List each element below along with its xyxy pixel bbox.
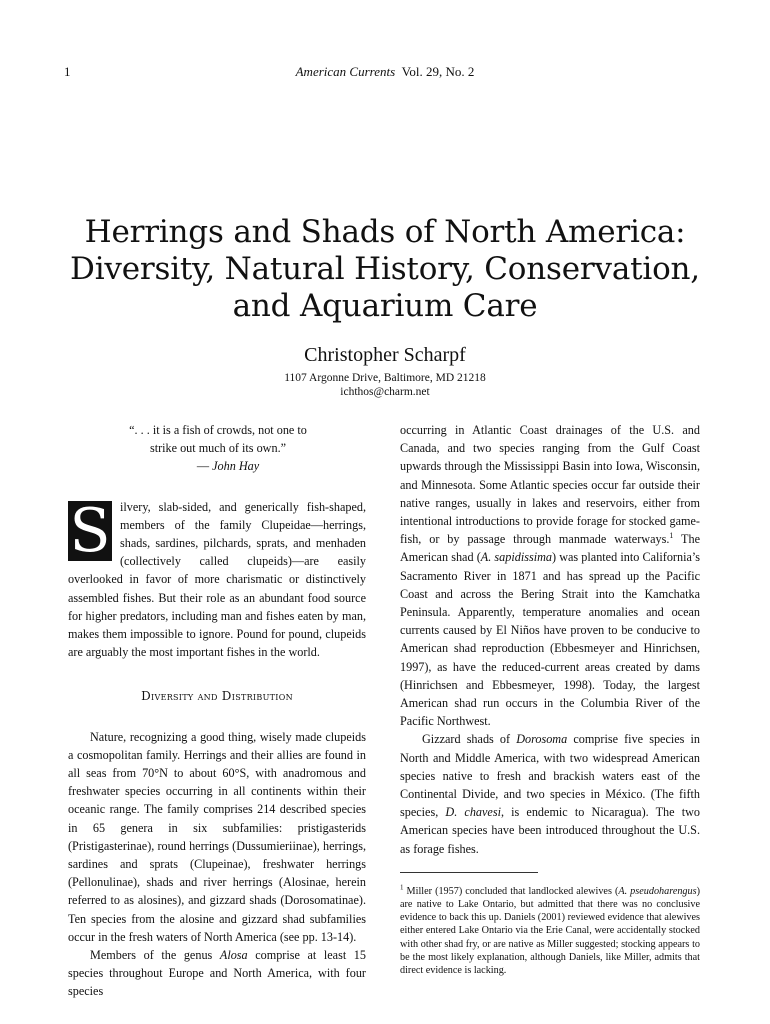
author-email: ichthos@charm.net — [340, 386, 430, 398]
footnote-marker: 1 — [669, 531, 674, 541]
genus-name: Alosa — [219, 948, 248, 963]
journal-volume: Vol. 29, No. 2 — [401, 64, 475, 79]
running-header — [0, 64, 770, 84]
journal-title: American Currents — [295, 64, 396, 79]
title-line-1: Herrings and Shads of North America: — [84, 214, 686, 250]
body-paragraph — [400, 730, 700, 857]
text-run: occurring in Atlantic Coast drainages of the U.S. and Canada, and two species ranging from the Gulf Coast upwards through the Mississippi Basin into Iowa, Wisconsin, and Minnesota. Some Atlantic species occur far outside their native ranges, usually in lakes and reservoirs, either from intentional introductions to provide forage for stocked game-fish, or by passage through manmade waterways. — [400, 423, 700, 547]
epigraph-line-1: “. . . it is a fish of crowds, not one to — [129, 423, 307, 437]
species-name: D. chavesi — [445, 805, 501, 820]
genus-name: Dorosoma — [516, 732, 568, 747]
journal-citation — [0, 64, 770, 80]
author-name: Christopher Scharpf — [304, 344, 466, 366]
left-column — [68, 421, 366, 1001]
drop-cap: S — [69, 495, 111, 566]
species-name: A. pseudoharengus — [618, 885, 697, 897]
footnote — [400, 885, 700, 977]
page-number: 1 — [64, 64, 71, 79]
body-paragraph — [400, 421, 700, 730]
epigraph — [98, 421, 338, 457]
author-affiliation — [0, 371, 770, 399]
text-run: Members of the genus — [90, 948, 220, 963]
epigraph-author: John Hay — [212, 459, 260, 474]
text-run: Gizzard shads of — [422, 732, 517, 747]
body-paragraph: Nature, recognizing a good thing, wisely made clupeids a cosmopolitan family. Herrings and their allies are found in all seas from 70°N to about 60°S, with anadromous and freshwater species occurring in all continents within their oceanic range. The family comprises 214 described species in 65 genera in six subfamilies: pristigasterids (Pristigasterinae), round herrings (Dussumieriinae), herrings, sardines and sprats (Clupeinae), freshwater herrings (Pellonulinae), shads and river herrings (Alosinae, herein referred to as alosines), and gizzard shads (Dorosomatinae). Ten species from the alosine and gizzard shad subfamilies occur in the fresh waters of North America (see pp. 13-14). — [68, 729, 366, 944]
footnote-divider — [400, 872, 538, 873]
epigraph-attribution — [108, 457, 348, 475]
body-paragraph — [68, 946, 366, 1001]
text-run: ) was planted into California’s Sacramento River in 1871 and has spread up the Pacific Coast and across the Bering Strait into the Kamchatka Peninsula. Apparently, temperature anomalies and ocean currents caused by El Niños have proven to be conducive to American shad reproduction (Ebbesmeyer and Hinrichsen, 1997), as have the reduced-current areas created by dams (Hinrichsen and Ebbesmeyer, 1998). Today, the largest American shad run occurs in the Columbia River of the Pacific Northwest. — [400, 550, 700, 729]
title-line-3: and Aquarium Care — [232, 288, 538, 324]
intro-text: ilvery, slab-sided, and generically fish-shaped, members of the family Clupeidae—herrings, shads, sardines, pilchards, sprats, and menhaden (collectively called clupeids)—are easily overlooked in favor of more charismatic or distinctively assembled fishes. But their role as an abundant food source for higher predators, including man and fishes eaten by man, makes them impossible to ignore. Pound for pound, clupeids are arguably the most important fishes in the world. — [68, 499, 366, 660]
text-run: , is endemic to Nicaragua). The two American species have been introduced throughout the U.S. as forage fishes. — [400, 805, 700, 856]
text-run: comprise at least 15 species throughout Europe and North America, with four species — [68, 948, 366, 999]
epigraph-line-2: strike out much of its own.” — [149, 441, 287, 456]
text-run: The American shad ( — [400, 532, 700, 565]
author-address: 1107 Argonne Drive, Baltimore, MD 21218 — [284, 372, 486, 384]
right-column — [400, 421, 700, 977]
text-run: ) are native to Lake Ontario, but admitted that there was no conclusive evidence to back this up. Daniels (2001) reviewed evidence that alewives either entered Lake Ontario via the Erie Canal, were accidentally stocked with other shad fry, or are native as Miller suggested; stocking appears to be the most likely explanation, although Daniels, like Miller, admits that direct evidence is lacking. — [400, 885, 700, 977]
article-title — [60, 214, 710, 325]
section-heading: Diversity and Distribution — [141, 689, 293, 704]
title-line-2: Diversity, Natural History, Conservation, — [70, 251, 700, 287]
footnote-number: 1 — [400, 883, 404, 892]
intro-paragraph — [68, 495, 366, 662]
epigraph-dash: — — [196, 459, 213, 474]
text-run: Miller (1957) concluded that landlocked alewives ( — [403, 885, 619, 897]
species-name: A. sapidissima — [480, 550, 552, 565]
text-run: comprise five species in North and Middle America, with two widespread American species native to fresh and brackish waters east of the Continental Divide, and two species in México. (The fifth species, — [400, 732, 700, 820]
